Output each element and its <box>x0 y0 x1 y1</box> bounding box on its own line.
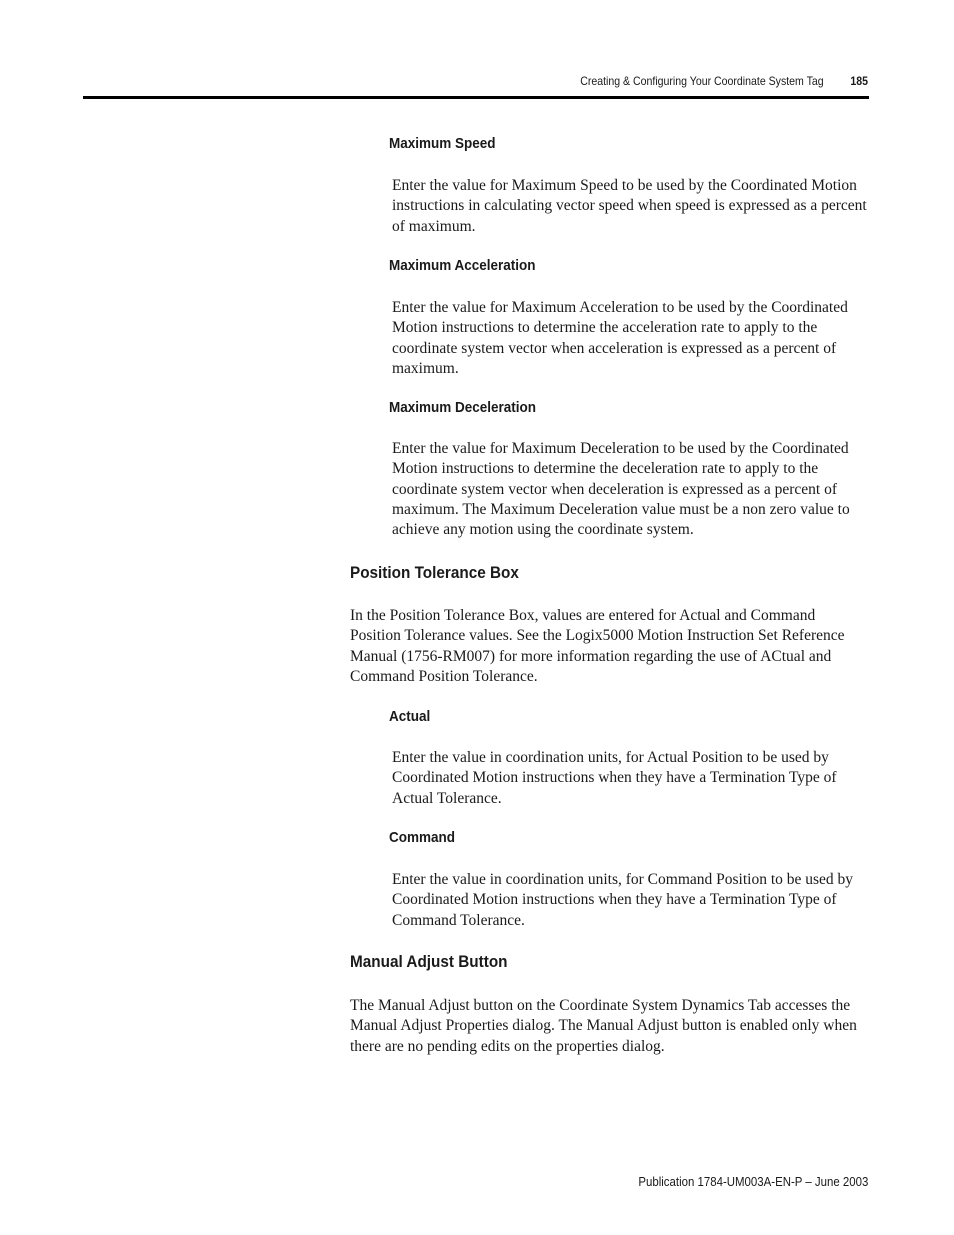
paragraph-maximum-acceleration: Enter the value for Maximum Acceleration to be used by the Coordinated Motion instructions to determine the acceleration rate to apply to the coordinate system vector when acceleration is expressed as a percent of maximum. <box>392 299 848 377</box>
paragraph-maximum-speed: Enter the value for Maximum Speed to be used by the Coordinated Motion instructions in calculating vector speed when speed is expressed as a percent of maximum. <box>392 177 867 235</box>
heading-maximum-speed: Maximum Speed <box>389 135 496 152</box>
heading-position-tolerance-box: Position Tolerance Box <box>350 563 519 582</box>
publication-footer: Publication 1784-UM003A-EN-P – June 2003 <box>637 1174 868 1189</box>
heading-maximum-acceleration: Maximum Acceleration <box>389 257 536 274</box>
running-header: Creating & Configuring Your Coordinate System Tag <box>580 74 824 88</box>
heading-manual-adjust-button: Manual Adjust Button <box>350 952 508 971</box>
paragraph-manual-adjust-button: The Manual Adjust button on the Coordinate System Dynamics Tab accesses the Manual Adjust Properties dialog. The Manual Adjust button is enabled only when there are no pending edits on the properties dialog. <box>350 997 857 1055</box>
paragraph-command: Enter the value in coordination units, for Command Position to be used by Coordinated Motion instructions when they have a Termination Type of Command Tolerance. <box>392 871 854 929</box>
heading-actual: Actual <box>389 708 431 725</box>
page-number: 185 <box>850 74 868 88</box>
header-rule <box>83 96 869 99</box>
heading-maximum-deceleration: Maximum Deceleration <box>389 399 537 416</box>
heading-command: Command <box>389 829 456 846</box>
paragraph-position-tolerance-box: In the Position Tolerance Box, values are entered for Actual and Command Position Tolerance values. See the Logix5000 Motion Instruction Set Reference Manual (1756-RM007) for more information regarding the use of ACtual and Command Position Tolerance. <box>350 607 845 685</box>
paragraph-maximum-deceleration: Enter the value for Maximum Deceleration to be used by the Coordinated Motion instructions to determine the deceleration rate to apply to the coordinate system vector when deceleration is expressed as a percent of maximum. The Maximum Deceleration value must be a non zero value to achieve any motion using the coordinate system. <box>392 440 850 539</box>
paragraph-actual: Enter the value in coordination units, for Actual Position to be used by Coordinated Motion instructions when they have a Termination Type of Actual Tolerance. <box>392 749 837 807</box>
